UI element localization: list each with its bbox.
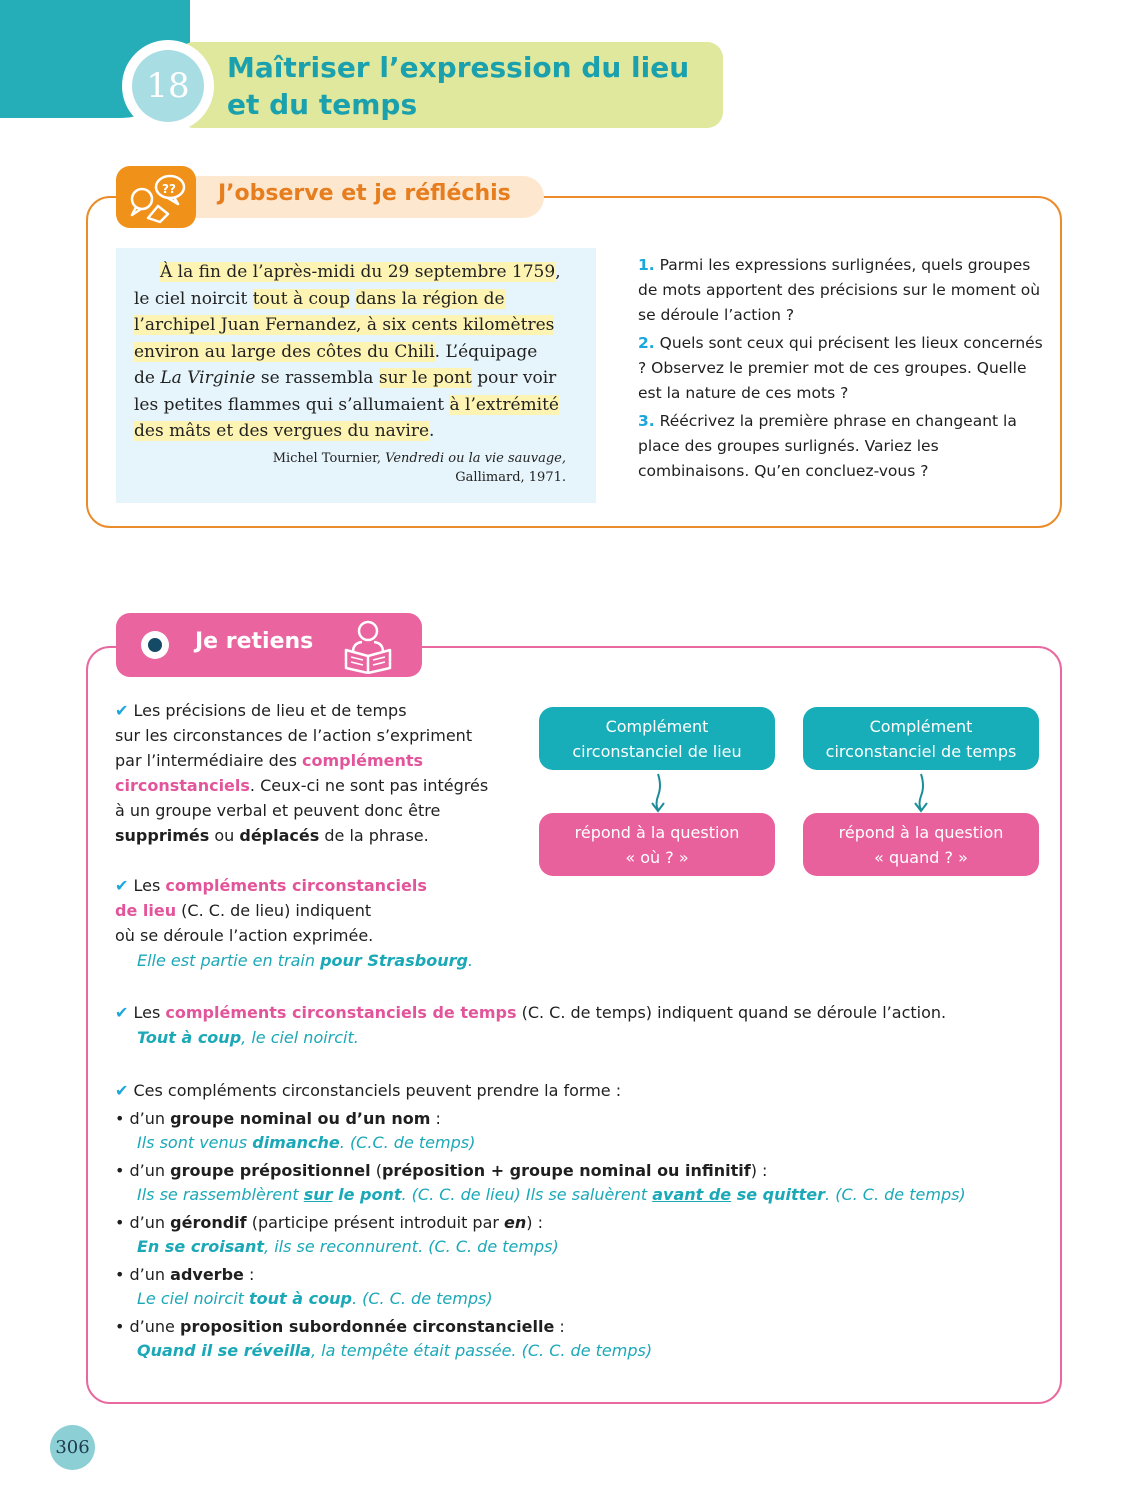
literary-excerpt: À la fin de l’après-midi du 29 septembre 1759, le ciel noircit tout à coup dans la région de l’archipel Juan Fernandez, à six cents kilomètres environ au large des côtes du Chili. L’équipage de La Virginie se rassembla sur le pont pour voir les petites flammes qui s’allumaient à l’extrémité des mâts et des vergues du navire. (134, 262, 561, 441)
question-3: 3. Réécrivez la première phrase en changeant la place des groupes surlignés. Variez les combinaisons. Qu’en concluez-vous ? (638, 412, 1017, 480)
form-item-prepositional: • d’un groupe prépositionnel (préposition + groupe nominal ou infinitif) : (115, 1160, 768, 1180)
rule-paragraph-1: ✔ Les précisions de lieu et de temps sur les circonstances de l’action s’expriment par l’intermédiaire des compléments circonstanciels. Ceux-ci ne sont pas intégrés à un groupe verbal et peuvent donc être supprimés ou déplacés de la phrase. (115, 701, 489, 845)
lesson-number: 18 (132, 50, 204, 122)
rule-paragraph-lieu: ✔ Les compléments circonstanciels de lieu (C. C. de lieu) indiquent où se déroule l’action exprimée. Elle est partie en train pour Strasbourg. (115, 873, 535, 973)
page-title-line-2: et du temps (227, 88, 418, 121)
form-item-adverbe: • d’un adverbe : (115, 1264, 255, 1284)
form-item-gerondif: • d’un gérondif (participe présent introduit par en) : (115, 1212, 544, 1232)
form-item-subordonnee: • d’une proposition subordonnée circonstancielle : (115, 1316, 565, 1336)
check-icon: ✔ (115, 701, 129, 720)
question-1: 1. Parmi les expressions surlignées, quels groupes de mots apportent des précisions sur le moment où se déroule l’action ? (638, 256, 1041, 324)
retain-section-label: Je retiens (195, 629, 314, 654)
questions-list (638, 253, 1043, 487)
rule-paragraph-forms: ✔ Ces compléments circonstanciels peuvent prendre la forme : • d’un groupe nominal ou d’un nom : Ils sont venus dimanche. (C.C. de temps) • d’un groupe prépositionnel (préposition + groupe nominal ou infinitif) : Ils se rassemblèrent sur le pont. (C. C. de lieu) Ils se saluèrent avant de se quitter. (C. C. de temps) • d’un gérondif (participe présent introduit par en) : En se croisant, ils se reconnurent. (C. C. de temps) • d’un adverbe : Le ciel noircit tout à coup. (C. C. de temps) • d’une proposition subordonnée circonstancielle : Quand il se réveilla, la tempête était passée. (C. C. de temps) (115, 1077, 1035, 1365)
check-icon: ✔ (115, 1003, 129, 1022)
highlight-place-deck: sur le pont (378, 368, 472, 388)
check-icon: ✔ (115, 1081, 129, 1100)
rule-paragraph-temps: ✔ Les compléments circonstanciels de temps (C. C. de temps) indiquent quand se déroule l’action. Tout à coup, le ciel noircit. (115, 1000, 1035, 1050)
example-temps: Tout à coup, le ciel noircit. (137, 1028, 359, 1047)
reader-icon (342, 618, 394, 678)
highlight-place-mast: à l’extrémité (449, 394, 559, 415)
svg-text:??: ?? (162, 182, 176, 196)
observe-section-label: J’observe et je réfléchis (218, 181, 511, 206)
highlight-place-region: dans la région de (355, 288, 505, 309)
discussion-icon (116, 166, 196, 228)
diagram-box-question-quand: répond à la question « quand ? » (803, 813, 1039, 876)
page-title (227, 49, 707, 123)
question-2: 2. Quels sont ceux qui précisent les lieux concernés ? Observez le premier mot de ces groupes. Quelle est la nature de ces mots ? (638, 334, 1043, 402)
example-lieu: Elle est partie en train pour Strasbourg. (137, 951, 474, 970)
highlight-time-sudden: tout à coup (252, 288, 351, 309)
arrow-down-icon (911, 772, 931, 814)
arrow-down-icon (648, 772, 668, 814)
diagram-box-cc-temps: Complément circonstanciel de temps (803, 707, 1039, 770)
page-title-line-1: Maîtriser l’expression du lieu (227, 51, 690, 84)
highlight-time-date: À la fin de l’après-midi du 29 septembre 1759 (160, 262, 556, 282)
check-icon: ✔ (115, 876, 129, 895)
form-item-nominal: • d’un groupe nominal ou d’un nom : (115, 1108, 441, 1128)
diagram-box-question-ou: répond à la question « où ? » (539, 813, 775, 876)
diagram-box-cc-lieu: Complément circonstanciel de lieu (539, 707, 775, 770)
page-number: 306 (50, 1425, 95, 1470)
excerpt-credit: Michel Tournier, Vendredi ou la vie sauvage, Gallimard, 1971. (272, 451, 566, 485)
